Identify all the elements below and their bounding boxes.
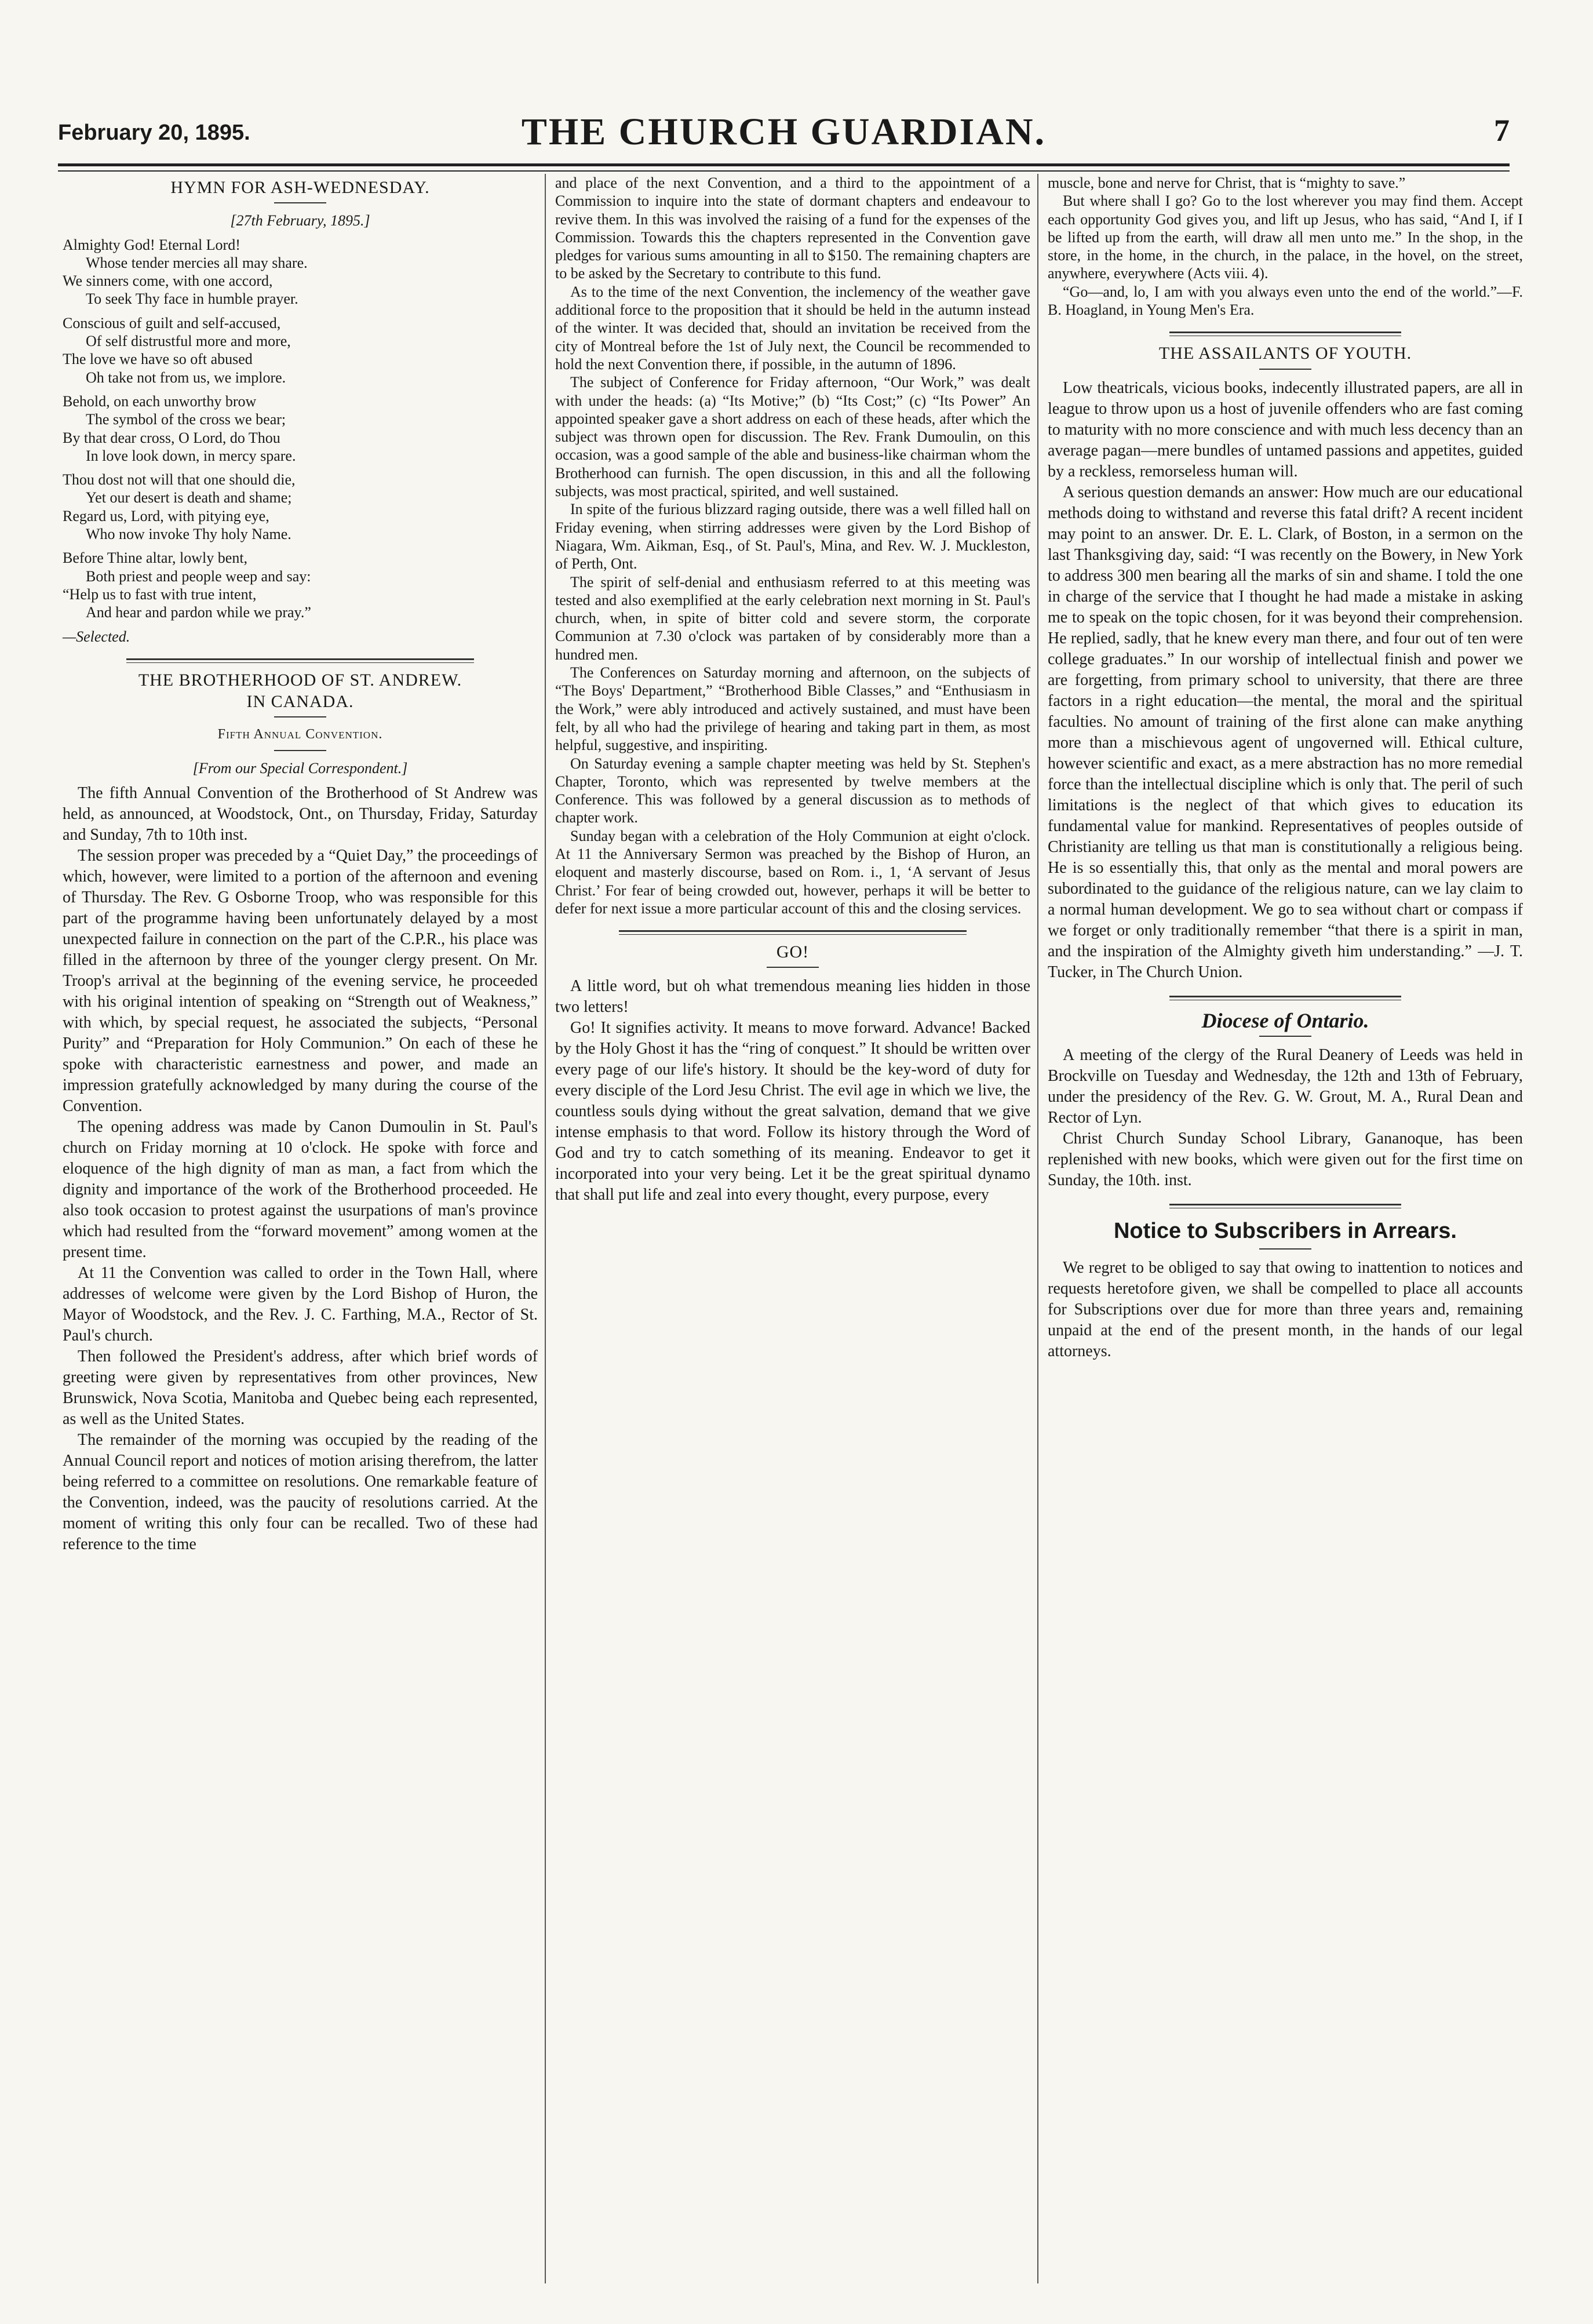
hymn-line: The love we have so oft abused (63, 351, 253, 368)
hymn-line: Of self distrustful more and more, (86, 333, 291, 350)
divider (274, 716, 326, 717)
divider (1259, 1036, 1311, 1037)
divider (274, 202, 326, 203)
brotherhood-title: THE BROTHERHOOD OF ST. ANDREW. (138, 670, 462, 690)
divider (1259, 1248, 1311, 1250)
hymn-stanza (63, 549, 538, 621)
hymn-line: By that dear cross, O Lord, do Thou (63, 429, 280, 446)
assailants-title: THE ASSAILANTS OF YOUTH. (1158, 344, 1412, 363)
paragraph: muscle, bone and nerve for Christ, that is “mighty to save.” (1048, 174, 1406, 191)
paragraph: and place of the next Convention, and a third to the appointment of a Commission to inquire into the state of dormant chapters and endeavour to revive them. In this was involved the raising of a fund for the expenses of the Commission. Towards this the chapters represented in the Convention gave pledges for various sums amounting in all to $150. The remaining chapters are to be asked by the Secretary to contribute to this fund. (555, 174, 1030, 282)
hymn-date: [27th February, 1895.] (230, 212, 370, 230)
hymn-line: In love look down, in mercy spare. (86, 447, 296, 464)
paragraph: A meeting of the clergy of the Rural Deanery of Leeds was held in Brockville on Tuesday and Wednesday, the 12th and 13th of February, under the presidency of the Rev. G. W. Grout, M. A., Rural Dean and Rector of Lyn. (1048, 1046, 1523, 1127)
paragraph: The session proper was preceded by a “Quiet Day,” the proceedings of which, however, were limited to a portion of the afternoon and evening of Thursday. The Rev. G Osborne Troop, who was responsible for this part of the programme having been unfortunately delayed by a most unexpected failure in connection on the part of the C.P.R., his place was filled in the afternoon by three of the younger clergy present. On Mr. Troop's arrival at the beginning of the evening service, he proceeded with his original intention of speaking on “Strength out of Weakness,” with which, by special request, he associated the subjects, “Personal Purity” and “Preparation for Holy Communion.” On each of these he spoke with characteristic earnestness and power, and made an impression gratefully acknowledged by many during the course of the Convention. (63, 847, 538, 1116)
brotherhood-subtitle: Fifth Annual Convention. (217, 727, 383, 742)
hymn-line: Behold, on each unworthy brow (63, 392, 257, 410)
brotherhood-body (63, 783, 538, 1555)
divider (1259, 369, 1311, 370)
hymn-line: Whose tender mercies all may share. (86, 254, 308, 271)
paragraph: The fifth Annual Convention of the Brotherhood of St Andrew was held, as announced, at Woodstock, Ont., on Thursday, Friday, Saturday and Sunday, 7th to 10th inst. (63, 784, 538, 844)
brotherhood-source: [From our Special Correspondent.] (192, 759, 408, 777)
hymn-line: And hear and pardon while we pray.” (86, 604, 311, 621)
paragraph: The Conferences on Saturday morning and afternoon, on the subjects of “The Boys' Department,” “Brotherhood Bible Classes,” and “Enthusiasm in the Work,” were ably introduced and actively sustained, and must have been felt, by all who had the privilege of hearing and taking part in them, as most helpful, suggestive, and inspiriting. (555, 664, 1030, 754)
go-title: GO! (776, 942, 810, 962)
hymn-line: Thou dost not will that one should die, (63, 471, 296, 489)
diocese-title: Diocese of Ontario. (1201, 1008, 1369, 1032)
paragraph: Then followed the President's address, after which brief words of greeting were given by representatives from other provinces, New Brunswick, Nova Scotia, Manitoba and Quebec being each represented, as well as the United States. (63, 1347, 538, 1429)
paragraph: A serious question demands an answer: How much are our educational methods doing to withstand and reverse this fatal drift? A recent incident may point to an answer. Dr. E. L. Clark, of Boston, in a sermon on the last Thanksgiving day, said: “I was recently on the Bowery, in New York to address 300 men bearing all the marks of sin and shame. I told the one in charge of the service that I thought he had made a mistake in asking me to speak on the topic chosen, for it was beyond their comprehension. He replied, sadly, that he knew every man there, and four out of ten were college graduates.” In our worship of intellectual finish and power we are forgetting, from primary school to university, that there are three factors in a right education—the mental, the moral and the spiritual faculties. No amount of training of the first alone can make anything more than a mischievous agent of ungoverned will. Ethical culture, however scientific and exact, as a mere abstraction has no more remedial force than the intellectual discipline which is only that. The peril of such limitations is the neglect of that which gives to education its fundamental value for mankind. Representatives of peoples outside of Christianity are telling us that man is constitutionally a religious being. He is so essentially this, that only as the mental and moral powers are subordinated to the guidance of the religious nature, can we lay claim to a normal human development. We go to sea without chart or compass if we forget or only traditionally remember “that there is a spirit in man, and the inspiration of the Almighty giveth him understanding.” —J. T. Tucker, in The Church Union. (1048, 483, 1523, 981)
paragraph: In spite of the furious blizzard raging outside, there was a well filled hall on Friday evening, when stirring addresses were given by the Lord Bishop of Niagara, Wm. Aikman, Esq., of St. Paul's, Mina, and Rev. W. J. Muckleston, of Perth, Ont. (555, 501, 1030, 573)
paragraph: The opening address was made by Canon Dumoulin in St. Paul's church on Friday morning at 10 o'clock. He spoke with force and eloquence of the high dignity of man as man, a fact from which the dignity and importance of the work of the Brotherhood proceeded. He also took occasion to protest against the usurpations of man's province which had resulted from the “forward movement” among women at the present time. (63, 1118, 538, 1262)
divider (274, 750, 326, 751)
hymn-verses (63, 236, 538, 622)
paragraph: As to the time of the next Convention, the inclemency of the weather gave additional force to the proposition that it should be held in the autumn instead of the winter. It was decided that, should an invitation be received from the city of Montreal before the 1st of July next, the Council be recommended to hold the next Convention there, if possible, in the autumn of 1896. (555, 283, 1030, 373)
hymn-line: Conscious of guilt and self-accused, (63, 314, 281, 332)
paragraph: A little word, but oh what tremendous meaning lies hidden in those two letters! (555, 977, 1030, 1017)
section-divider (1169, 1204, 1401, 1208)
issue-date: February 20, 1895. (58, 121, 250, 145)
paragraph: Go! It signifies activity. It means to move forward. Advance! Backed by the Holy Ghost it has the “ring of conquest.” It should be written over every page of our life's history. It should be the key-word of duty for every disciple of the Lord Jesu Christ. The evil age in which we live, the countless souls dying without the great salvation, demand that we give intense emphasis to that word. Follow its history through the Word of God and try to catch something of its meaning. Endeavor to get it incorporated into your very being. Let it be the great spiritual dynamo that shall put life and zeal into every thought, every purpose, every (555, 1019, 1030, 1204)
paragraph: On Saturday evening a sample chapter meeting was held by St. Stephen's Chapter, Toronto, which was represented by twelve members at the Conference. This was followed by a general discussion as to methods of chapter work. (555, 755, 1030, 826)
hymn-line: Oh take not from us, we implore. (86, 369, 286, 386)
paragraph: The subject of Conference for Friday afternoon, “Our Work,” was dealt with under the heads: (a) “Its Motive;” (b) “Its Cost;” (c) “Its Power” An appointed speaker gave a short address on each of these heads, after which the subject was thrown open for discussion. The Rev. Frank Dumoulin, on this occasion, was a good sample of the able and business-like chairman whom the Brotherhood can furnish. The open discussion, in this and all the following subjects, was most practical, spirited, and well sustained. (555, 374, 1030, 500)
paragraph: Christ Church Sunday School Library, Gananoque, has been replenished with new books, which were given out for the first time on Sunday, the 10th. inst. (1048, 1129, 1523, 1189)
paragraph: At 11 the Convention was called to order in the Town Hall, where addresses of welcome were given by the Lord Bishop of Huron, the Mayor of Woodstock, and the Rev. J. C. Farthing, M.A., Rector of St. Paul's church. (63, 1264, 538, 1345)
hymn-line: Who now invoke Thy holy Name. (86, 526, 291, 543)
hymn-line: Yet our desert is death and shame; (86, 489, 292, 507)
hymn-line: “Help us to fast with true intent, (63, 585, 257, 603)
assailants-body (1048, 378, 1523, 983)
column-1 (63, 174, 538, 1555)
paragraph: The remainder of the morning was occupied by the reading of the Annual Council report and notices of motion arising therefrom, the latter being referred to a committee on resolutions. One remarkable feature of the Convention, indeed, was the paucity of resolutions carried. At the moment of writing this only four can be recalled. Two of these had reference to the time (63, 1431, 538, 1554)
masthead (58, 110, 1510, 162)
page-number: 7 (1494, 113, 1510, 148)
column-divider (1037, 174, 1038, 2283)
hymn-line: Both priest and people weep and say: (86, 567, 311, 585)
section-divider (126, 658, 474, 663)
section-divider (1169, 332, 1401, 336)
brotherhood-title-line2: IN CANADA. (246, 692, 354, 712)
diocese-body (1048, 1045, 1523, 1191)
hymn-line: To seek Thy face in humble prayer. (86, 290, 298, 308)
paragraph: “Go—and, lo, I am with you always even unto the end of the world.”—F. B. Hoagland, in Young Men's Era. (1048, 283, 1523, 319)
notice-text: We regret to be obliged to say that owing to inattention to notices and requests heretofore given, we shall be compelled to place all accounts for Subscriptions over due for more than three years and, remaining unpaid at the end of the present month, in the hands of our legal attorneys. (1048, 1259, 1523, 1361)
column-divider (545, 174, 546, 2283)
go-body-continued (1048, 174, 1523, 319)
hymn-stanza (63, 236, 538, 308)
section-divider (619, 930, 967, 935)
notice-title: Notice to Subscribers in Arrears. (1113, 1218, 1457, 1243)
divider (767, 967, 819, 968)
column-3 (1048, 174, 1523, 1362)
paragraph: But where shall I go? Go to the lost wherever you may find them. Accept each opportunity God gives you, and lift up Jesus, who has said, “And I, if I be lifted up from the earth, will draw all men unto me.” In the shop, in the store, in the home, in the church, in the palace, in the hovel, on the street, anywhere, everywhere (Acts viii. 4). (1048, 192, 1523, 282)
hymn-line: Regard us, Lord, with pitying eye, (63, 507, 269, 524)
masthead-rule (58, 163, 1510, 172)
hymn-line: We sinners come, with one accord, (63, 272, 273, 290)
hymn-stanza (63, 392, 538, 465)
hymn-title: HYMN FOR ASH-WEDNESDAY. (170, 178, 430, 197)
section-divider (1169, 996, 1401, 1000)
hymn-line: Before Thine altar, lowly bent, (63, 549, 248, 567)
newspaper-title: THE CHURCH GUARDIAN. (521, 111, 1047, 153)
hymn-line: Almighty God! Eternal Lord! (63, 236, 240, 253)
paragraph: The spirit of self-denial and enthusiasm referred to at this meeting was tested and also exemplified at the early celebration next morning in St. Paul's church, when, in spite of bitter cold and severe storm, the corporate Communion at 7.30 o'clock was partaken of by considerably more than a hundred men. (555, 573, 1030, 663)
column-2 (555, 174, 1030, 1205)
brotherhood-body-continued (555, 174, 1030, 917)
paragraph: Low theatricals, vicious books, indecently illustrated papers, are all in league to throw upon us a host of juvenile offenders who are fast coming to maturity with no more conscience and with much less decency than an average pagan—mere bundles of untamed passions and appetites, guided by a reckless, remorseless human will. (1048, 378, 1523, 480)
paragraph: Sunday began with a celebration of the Holy Communion at eight o'clock. At 11 the Anniversary Sermon was preached by the Bishop of Huron, an eloquent and masterly discourse, based on Rom. i., 1, ‘A servant of Jesus Christ.’ For fear of being crowded out, however, perhaps it will be better to defer for next issue a more particular account of this and the closing services. (555, 827, 1030, 917)
hymn-stanza (63, 471, 538, 543)
hymn-signature: —Selected. (63, 628, 130, 645)
hymn-line: The symbol of the cross we bear; (86, 411, 286, 428)
go-body (555, 976, 1030, 1205)
hymn-stanza (63, 314, 538, 387)
